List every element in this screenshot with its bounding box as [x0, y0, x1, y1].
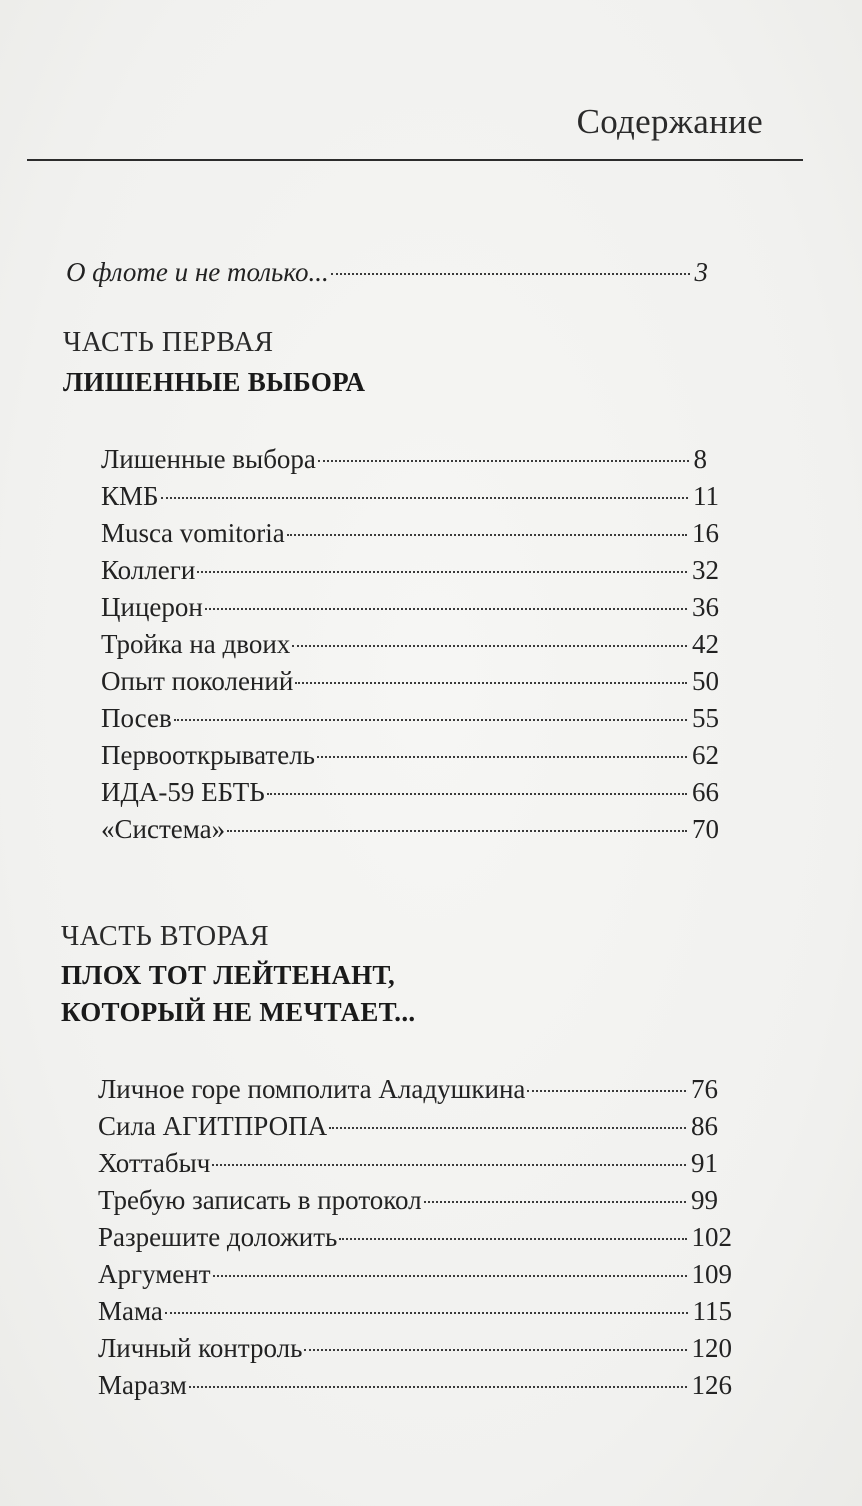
part2-title-line1: ПЛОХ ТОТ ЛЕЙТЕНАНТ, [61, 960, 396, 990]
toc-entry-title: Хоттабыч [98, 1148, 211, 1178]
dot-leader [329, 1127, 686, 1129]
toc-entry-page: 3 [694, 257, 708, 287]
toc-entry-title: Требую записать в протокол [98, 1185, 422, 1215]
toc-entry-page: 120 [691, 1333, 732, 1363]
dot-leader [424, 1201, 686, 1203]
toc-entry-page: 66 [692, 777, 719, 807]
toc-entry-page: 99 [691, 1185, 718, 1215]
dot-leader [165, 1312, 688, 1314]
toc-entry-page: 115 [692, 1296, 732, 1326]
dot-leader [205, 608, 687, 610]
dot-leader [317, 756, 687, 758]
toc-entry[interactable] [101, 480, 719, 512]
toc-entry-title: Аргумент [98, 1259, 211, 1289]
part1-title: ЛИШЕННЫЕ ВЫБОРА [63, 367, 366, 397]
toc-entry[interactable] [101, 665, 719, 697]
dot-leader [339, 1238, 686, 1240]
toc-entry-title: Разрешите доложить [98, 1222, 338, 1252]
toc-entry-page: 42 [692, 629, 719, 659]
toc-entry[interactable] [98, 1332, 732, 1364]
toc-entry[interactable] [98, 1221, 732, 1253]
toc-entry-page: 62 [692, 740, 719, 770]
dot-leader [212, 1164, 686, 1166]
dot-leader [331, 273, 690, 275]
toc-entry-page: 86 [691, 1111, 718, 1141]
dot-leader [292, 645, 687, 647]
toc-entry-title: Маразм [98, 1370, 187, 1400]
toc-entry-page: 50 [692, 666, 719, 696]
header-divider [27, 159, 803, 161]
toc-entry-title: Первооткрыватель [101, 740, 315, 770]
toc-entry-page: 11 [693, 481, 719, 511]
dot-leader [295, 682, 687, 684]
dot-leader [227, 830, 687, 832]
toc-entry-title: Цицерон [101, 592, 203, 622]
dot-leader [174, 719, 687, 721]
toc-entry-title: Тройка на двоих [101, 629, 291, 659]
toc-entry[interactable] [101, 813, 719, 845]
toc-entry-title: Личный контроль [98, 1333, 303, 1363]
part2-title [61, 957, 415, 1031]
toc-entry-page: 126 [691, 1370, 732, 1400]
toc-entry[interactable] [98, 1369, 732, 1401]
toc-entry[interactable] [101, 517, 719, 549]
toc-entry-page: 55 [692, 703, 719, 733]
toc-entry-title: КМБ [101, 481, 159, 511]
dot-leader [267, 793, 687, 795]
part2-label: ЧАСТЬ ВТОРАЯ [61, 921, 270, 952]
toc-entry[interactable] [101, 554, 719, 586]
toc-entry-title: Посев [101, 703, 172, 733]
toc-entry[interactable] [98, 1110, 718, 1142]
toc-entry-title: «Система» [101, 814, 226, 844]
toc-entry-title: Сила АГИТПРОПА [98, 1111, 328, 1141]
toc-entry-title: ИДА-59 ЕБТЬ [101, 777, 265, 807]
toc-entry-page: 109 [691, 1259, 732, 1289]
dot-leader [527, 1090, 686, 1092]
toc-entry[interactable] [101, 628, 719, 660]
toc-entry-title: Личное горе помполита Аладушкина [98, 1074, 526, 1104]
toc-entry-page: 32 [692, 555, 719, 585]
dot-leader [304, 1349, 686, 1351]
toc-entry-page: 102 [691, 1222, 732, 1252]
dot-leader [197, 571, 687, 573]
toc-entry[interactable] [98, 1073, 718, 1105]
dot-leader [287, 534, 687, 536]
toc-entry-page: 8 [693, 444, 707, 474]
toc-entry[interactable] [98, 1258, 732, 1290]
dot-leader [213, 1275, 687, 1277]
toc-entry[interactable] [101, 591, 719, 623]
page-title: Содержание [576, 102, 763, 141]
toc-entry-page: 70 [692, 814, 719, 844]
toc-entry-intro[interactable] [66, 256, 708, 288]
dot-leader [318, 460, 689, 462]
toc-entry-title: Мама [98, 1296, 163, 1326]
dot-leader [161, 497, 688, 499]
toc-entry-page: 36 [692, 592, 719, 622]
toc-entry[interactable] [98, 1184, 718, 1216]
toc-entry[interactable] [101, 443, 707, 475]
part1-label: ЧАСТЬ ПЕРВАЯ [63, 327, 274, 358]
part2-title-line2: КОТОРЫЙ НЕ МЕЧТАЕТ... [61, 997, 416, 1027]
toc-entry-page: 91 [691, 1148, 718, 1178]
toc-entry[interactable] [101, 776, 719, 808]
toc-entry-page: 16 [692, 518, 719, 548]
toc-entry[interactable] [101, 739, 719, 771]
toc-entry[interactable] [98, 1147, 718, 1179]
toc-entry[interactable] [101, 702, 719, 734]
toc-entry-page: 76 [691, 1074, 718, 1104]
dot-leader [189, 1386, 687, 1388]
toc-entry-title: Опыт поколений [101, 666, 294, 696]
toc-entry-title: Коллеги [101, 555, 196, 585]
toc-entry-title: О флоте и не только... [66, 257, 329, 287]
toc-entry[interactable] [98, 1295, 732, 1327]
toc-entry-title: Musca vomitoria [101, 518, 285, 548]
toc-entry-title: Лишенные выбора [101, 444, 316, 474]
